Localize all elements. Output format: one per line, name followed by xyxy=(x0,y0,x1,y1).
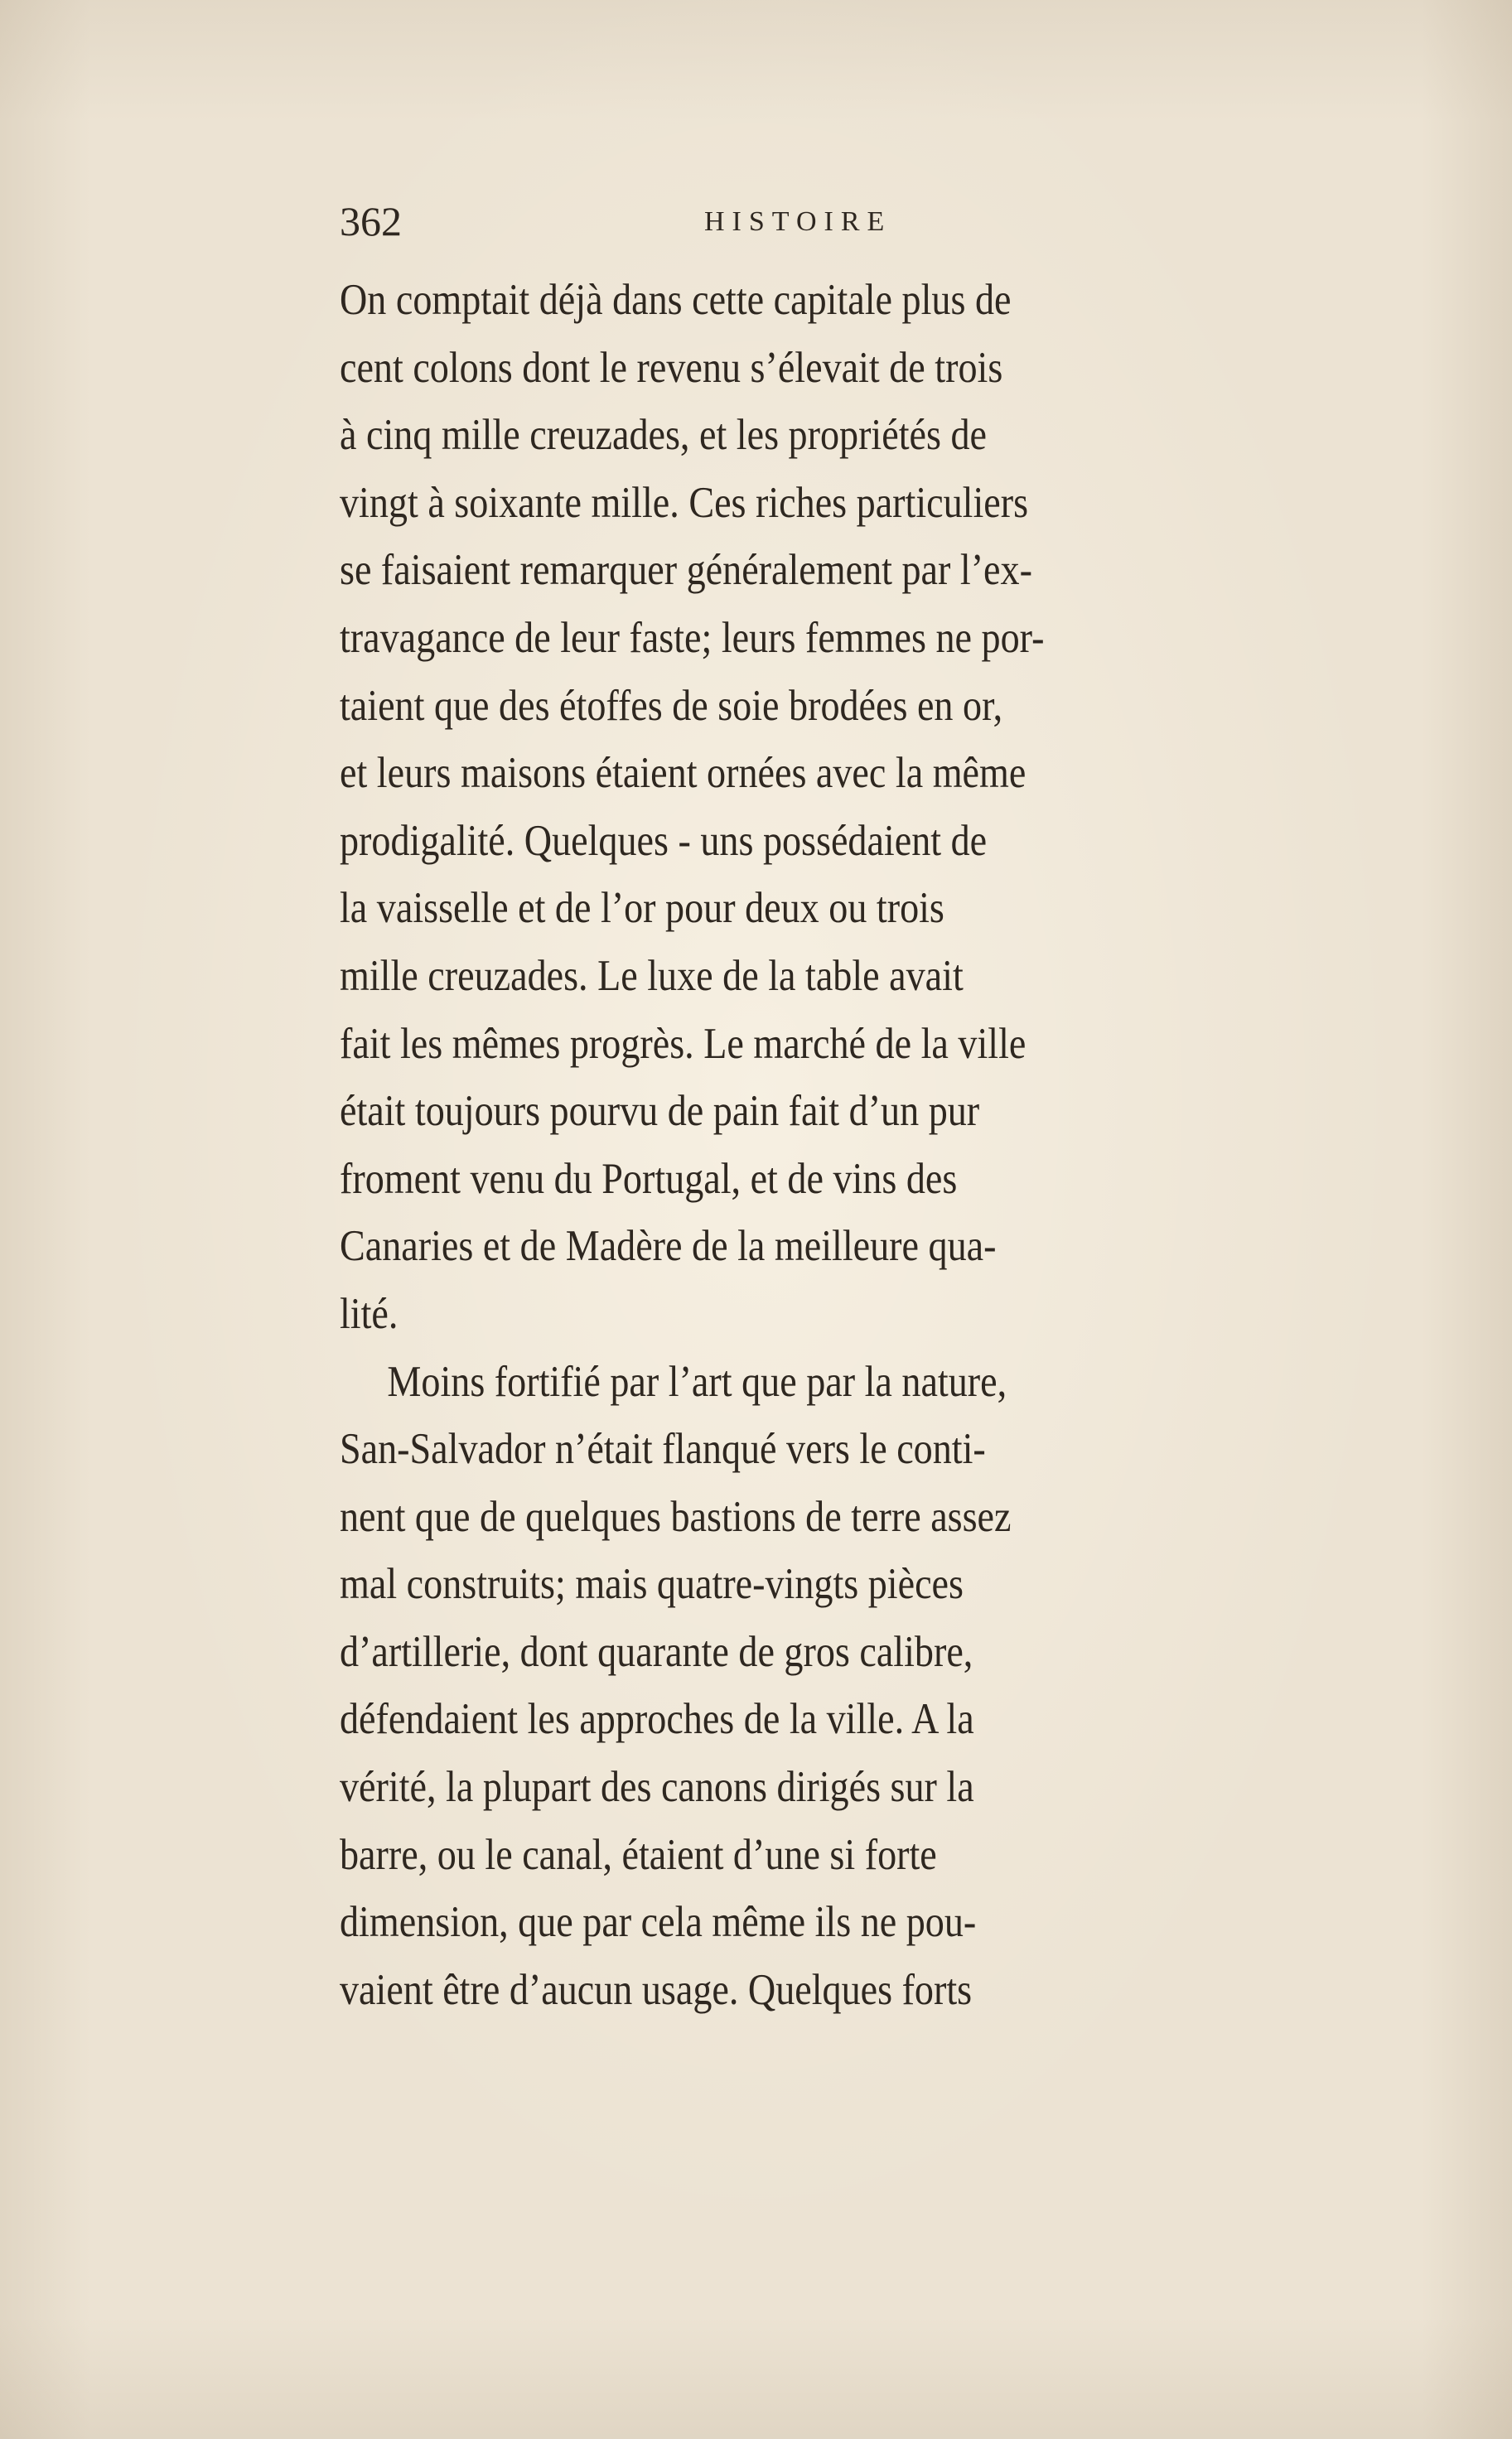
text-line: fait les mêmes progrès. Le marché de la ville xyxy=(340,1019,1027,1068)
text-line: dimension, que par cela même ils ne pou- xyxy=(340,1898,977,1947)
text-line: mal construits; mais quatre-vingts pièces xyxy=(340,1560,964,1609)
text-line: San-Salvador n’était flanqué vers le conti- xyxy=(340,1425,986,1474)
text-line: Canaries et de Madère de la meilleure qua- xyxy=(340,1222,997,1271)
text-line: prodigalité. Quelques - uns possédaient de xyxy=(340,816,988,865)
body-text xyxy=(340,267,1334,2024)
text-line: à cinq mille creuzades, et les propriétés de xyxy=(340,411,987,460)
text-line: défendaient les approches de la ville. A la xyxy=(340,1695,974,1744)
text-line: travagance de leur faste; leurs femmes ne por- xyxy=(340,613,1045,662)
text-line: taient que des étoffes de soie brodées en or, xyxy=(340,681,1003,730)
text-line: d’artillerie, dont quarante de gros calibre, xyxy=(340,1627,973,1676)
page-header xyxy=(340,192,1201,250)
page-number: 362 xyxy=(340,198,402,244)
text-line: lité. xyxy=(340,1289,399,1338)
text-line: froment venu du Portugal, et de vins des xyxy=(340,1154,958,1203)
text-line: nent que de quelques bastions de terre assez xyxy=(340,1492,1012,1541)
text-line: cent colons dont le revenu s’élevait de trois xyxy=(340,343,1003,392)
text-line: la vaisselle et de l’or pour deux ou trois xyxy=(340,884,944,933)
text-line: vérité, la plupart des canons dirigés sur la xyxy=(340,1763,974,1812)
paragraph-start-line: Moins fortifié par l’art que par la nature, xyxy=(387,1357,1007,1406)
text-line: barre, ou le canal, étaient d’une si forte xyxy=(340,1830,937,1879)
running-head: HISTOIRE xyxy=(704,206,892,237)
text-line: était toujours pourvu de pain fait d’un pur xyxy=(340,1087,980,1136)
text-line: vaient être d’aucun usage. Quelques forts xyxy=(340,1965,973,2014)
text-line: mille creuzades. Le luxe de la table avait xyxy=(340,951,964,1000)
text-line: se faisaient remarquer généralement par l’ex- xyxy=(340,546,1032,595)
text-line: On comptait déjà dans cette capitale plus de xyxy=(340,276,1012,324)
text-line: et leurs maisons étaient ornées avec la même xyxy=(340,749,1027,798)
text-line: vingt à soixante mille. Ces riches particuliers xyxy=(340,478,1029,527)
